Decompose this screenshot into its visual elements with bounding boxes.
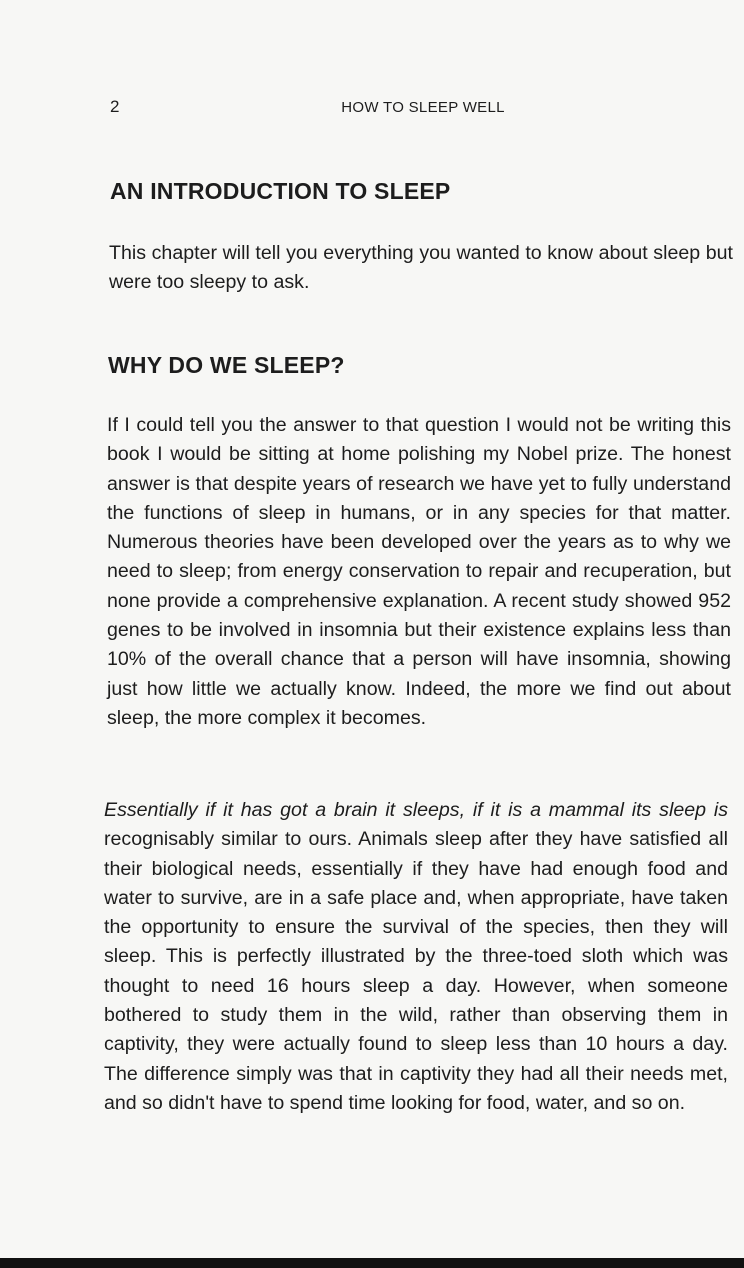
paragraph-text: recognisably similar to ours. Animals sleep after they have satisfied all their biological needs, essentially if they have had enough food and water to survive, are in a safe place and, when appropriate, have taken the opportunity to ensure the survival of the species, then they will sleep. This is perfectly illustrated by the three-toed sloth which was thought to need 16 hours sleep a day. However, when someone bothered to study them in the wild, rather than observing them in captivity, they were actually found to sleep less than 10 hours a day. The difference simply was that in captivity they had all their needs met, and so didn't have to spend time looking for food, water, and so on. bbox=[104, 828, 728, 1114]
page-number: 2 bbox=[110, 97, 120, 116]
body-paragraph-2 bbox=[104, 796, 728, 1118]
scan-edge bbox=[0, 1258, 744, 1268]
chapter-heading: AN INTRODUCTION TO SLEEP bbox=[110, 178, 451, 204]
section-heading: WHY DO WE SLEEP? bbox=[108, 352, 345, 378]
body-paragraph-1: If I could tell you the answer to that question I would not be writing this book I would be sitting at home polishing my Nobel prize. The honest answer is that despite years of research we have yet to fully understand the functions of sleep in humans, or in any species for that matter. Numerous theories have been developed over the years as to why we need to sleep; from energy conservation to repair and recuperation, but none provide a comprehensive explanation. A recent study showed 952 genes to be involved in insomnia but their existence explains less than 10% of the overall chance that a person will have insomnia, showing just how little we actually know. Indeed, the more we find out about sleep, the more complex it becomes. bbox=[107, 414, 731, 729]
intro-paragraph: This chapter will tell you everything you wanted to know about sleep but were too sleepy to ask. bbox=[109, 242, 733, 294]
italic-lead: Essentially if it has got a brain it sleeps, if it is a mammal its sleep is bbox=[104, 799, 728, 821]
running-head: HOW TO SLEEP WELL bbox=[341, 99, 505, 116]
